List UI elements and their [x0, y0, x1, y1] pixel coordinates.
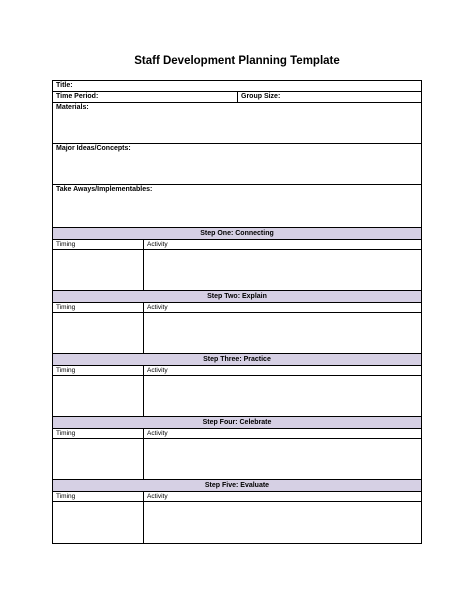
page-title: Staff Development Planning Template	[134, 55, 340, 67]
timing-cell[interactable]	[53, 376, 144, 416]
time-period-label: Time Period:	[56, 93, 99, 100]
step-header: Step Two: Explain	[53, 291, 421, 303]
timing-header: Timing	[53, 303, 144, 312]
step-block	[53, 417, 421, 480]
activity-header: Activity	[147, 493, 168, 500]
step-body	[53, 502, 421, 543]
step-subheader	[53, 366, 421, 376]
activity-cell[interactable]	[144, 313, 421, 353]
step-body	[53, 250, 421, 291]
step-subheader	[53, 303, 421, 313]
step-block	[53, 480, 421, 543]
step-body	[53, 313, 421, 354]
step-subheader	[53, 429, 421, 439]
step-header: Step Four: Celebrate	[53, 417, 421, 429]
activity-cell[interactable]	[144, 250, 421, 290]
step-header: Step One: Connecting	[53, 228, 421, 240]
step-subheader	[53, 240, 421, 250]
step-body	[53, 439, 421, 480]
activity-cell[interactable]	[144, 502, 421, 543]
step-block	[53, 291, 421, 354]
activity-header: Activity	[147, 367, 168, 374]
group-size-label: Group Size:	[241, 93, 281, 100]
step-block	[53, 228, 421, 291]
takeaways-label: Take Aways/Implementables:	[56, 186, 153, 193]
timing-cell[interactable]	[53, 502, 144, 543]
timing-cell[interactable]	[53, 439, 144, 479]
takeaways-row[interactable]	[53, 185, 421, 228]
timing-header: Timing	[53, 429, 144, 438]
title-row[interactable]	[53, 81, 421, 92]
step-block	[53, 354, 421, 417]
activity-header: Activity	[147, 241, 168, 248]
materials-label: Materials:	[56, 104, 89, 111]
time-period-cell[interactable]	[53, 92, 238, 102]
activity-header: Activity	[147, 430, 168, 437]
major-ideas-row[interactable]	[53, 144, 421, 185]
activity-cell[interactable]	[144, 439, 421, 479]
timing-cell[interactable]	[53, 250, 144, 290]
title-label: Title:	[56, 82, 73, 89]
timing-header: Timing	[53, 492, 144, 501]
step-subheader	[53, 492, 421, 502]
major-ideas-label: Major Ideas/Concepts:	[56, 145, 131, 152]
step-header: Step Three: Practice	[53, 354, 421, 366]
group-size-cell[interactable]	[238, 92, 421, 102]
step-header: Step Five: Evaluate	[53, 480, 421, 492]
timing-header: Timing	[53, 366, 144, 375]
activity-cell[interactable]	[144, 376, 421, 416]
time-group-row	[53, 92, 421, 103]
timing-header: Timing	[53, 240, 144, 249]
materials-row[interactable]	[53, 103, 421, 144]
step-body	[53, 376, 421, 417]
timing-cell[interactable]	[53, 313, 144, 353]
activity-header: Activity	[147, 304, 168, 311]
planning-form	[52, 80, 422, 544]
